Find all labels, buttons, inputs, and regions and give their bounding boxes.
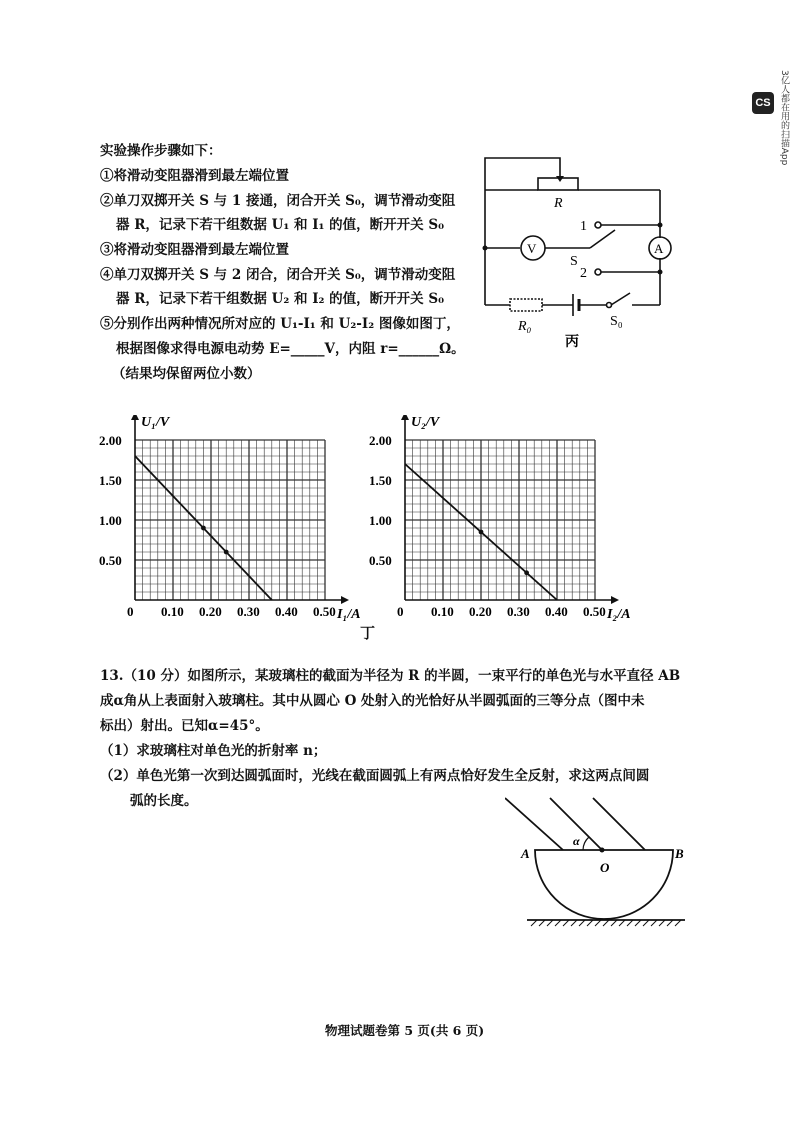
q13-part-2-line-1: （2）单色光第一次到达圆弧面时，光线在截面圆弧上有两点恰好发生全反射，求这两点间圆 xyxy=(100,768,650,784)
contact-2-label: 2 xyxy=(580,266,587,281)
steps-heading: 实验操作步骤如下： xyxy=(100,143,222,159)
step-4-line-2: 器 R，记录下若干组数据 U₂ 和 I₂ 的值，断开开关 S₀ xyxy=(116,291,444,307)
y-tick-label: 1.00 xyxy=(99,513,122,528)
q13-part-1: （1）求玻璃柱对单色光的折射率 n； xyxy=(100,743,327,759)
light-ray-3 xyxy=(593,798,645,850)
step-5-line-1: ⑤分别作出两种情况所对应的 U₁-I₁ 和 U₂-I₂ 图像如图丁， xyxy=(100,316,460,332)
x-axis-arrow-icon xyxy=(611,596,619,604)
x-tick-label: 0.10 xyxy=(161,604,184,619)
x-tick-label: 0.20 xyxy=(199,604,222,619)
switch-s-label: S xyxy=(570,254,578,269)
x-tick-label: 0.50 xyxy=(583,604,606,619)
label-a: A xyxy=(521,846,530,861)
data-point xyxy=(201,526,206,531)
step-5-line-3: （结果均保留两位小数） xyxy=(112,366,261,382)
x-tick-label: 0 xyxy=(397,604,404,619)
switch-s0-blade xyxy=(611,293,630,305)
q13-line-1: 13.（10 分）如图所示，某玻璃柱的截面为半径为 R 的半圆，一束平行的单色光与水平直径 AB xyxy=(100,668,681,684)
y-axis-label: U₁/V xyxy=(141,415,170,430)
step-2-line-1: ②单刀双掷开关 S 与 1 接通，闭合开关 S₀，调节滑动变阻 xyxy=(100,193,456,209)
circuit-caption: 丙 xyxy=(565,335,579,350)
y-axis-label: U₂/V xyxy=(411,415,440,430)
x-tick-label: 0.40 xyxy=(275,604,298,619)
y-tick-label: 2.00 xyxy=(369,433,392,448)
step-3: ③将滑动变阻器滑到最左端位置 xyxy=(100,242,289,258)
y-tick-label: 2.00 xyxy=(99,433,122,448)
label-o: O xyxy=(600,860,610,875)
graph-u1-i1 xyxy=(95,415,385,630)
q13-line-2: 成α角从上表面射入玻璃柱。其中从圆心 O 处射入的光恰好从半圆弧面的三等分点（图中未 xyxy=(100,693,645,709)
circuit-label-r: R xyxy=(554,196,563,211)
x-tick-label: 0 xyxy=(127,604,134,619)
graph-caption: 丁 xyxy=(360,624,376,642)
switch-s0-label: S₀ xyxy=(610,314,623,329)
voltmeter-label: V xyxy=(527,241,537,256)
data-point xyxy=(224,550,229,555)
light-ray-1 xyxy=(505,798,563,850)
x-tick-label: 0.20 xyxy=(469,604,492,619)
y-tick-label: 0.50 xyxy=(99,553,122,568)
data-point xyxy=(479,530,484,535)
x-axis-label: I₂/A xyxy=(607,607,631,622)
label-b: B xyxy=(675,846,684,861)
x-tick-label: 0.30 xyxy=(507,604,530,619)
step-2-line-2: 器 R，记录下若干组数据 U₁ 和 I₁ 的值，断开开关 S₀ xyxy=(116,217,444,233)
x-tick-label: 0.10 xyxy=(431,604,454,619)
q13-part-2-line-2: 弧的长度。 xyxy=(130,793,198,809)
q13-line-3: 标出）射出。已知α=45°。 xyxy=(100,718,269,734)
page-footer: 物理试题卷第 5 页(共 6 页) xyxy=(325,1023,485,1038)
x-axis-label: I₁/A xyxy=(337,607,361,622)
step-4-line-1: ④单刀双掷开关 S 与 2 闭合，闭合开关 S₀，调节滑动变阻 xyxy=(100,267,456,283)
x-tick-label: 0.40 xyxy=(545,604,568,619)
y-tick-label: 0.50 xyxy=(369,553,392,568)
ammeter-label: A xyxy=(654,241,664,256)
semicircle-figure xyxy=(505,790,695,930)
y-tick-label: 1.00 xyxy=(369,513,392,528)
scanner-logo-icon: CS xyxy=(752,92,774,114)
y-axis-arrow-icon xyxy=(401,415,409,420)
contact-1-label: 1 xyxy=(580,219,587,234)
resistor-r0 xyxy=(510,299,542,311)
graph-u2-i2 xyxy=(365,415,655,630)
step-1: ①将滑动变阻器滑到最左端位置 xyxy=(100,168,289,184)
rheostat-body xyxy=(538,178,578,190)
data-point xyxy=(524,570,529,575)
scanner-side-text: 3亿人都在用的扫描App xyxy=(779,70,789,166)
center-point-o xyxy=(600,848,605,853)
label-alpha: α xyxy=(573,834,580,848)
circuit-diagram xyxy=(470,150,680,350)
x-axis-arrow-icon xyxy=(341,596,349,604)
y-axis-arrow-icon xyxy=(131,415,139,420)
step-5-line-2: 根据图像求得电源电动势 E=_____V，内阻 r=______Ω。 xyxy=(116,341,465,357)
x-tick-label: 0.50 xyxy=(313,604,336,619)
resistor-r0-label: R₀ xyxy=(518,319,532,334)
x-tick-label: 0.30 xyxy=(237,604,260,619)
y-tick-label: 1.50 xyxy=(99,473,122,488)
y-tick-label: 1.50 xyxy=(369,473,392,488)
